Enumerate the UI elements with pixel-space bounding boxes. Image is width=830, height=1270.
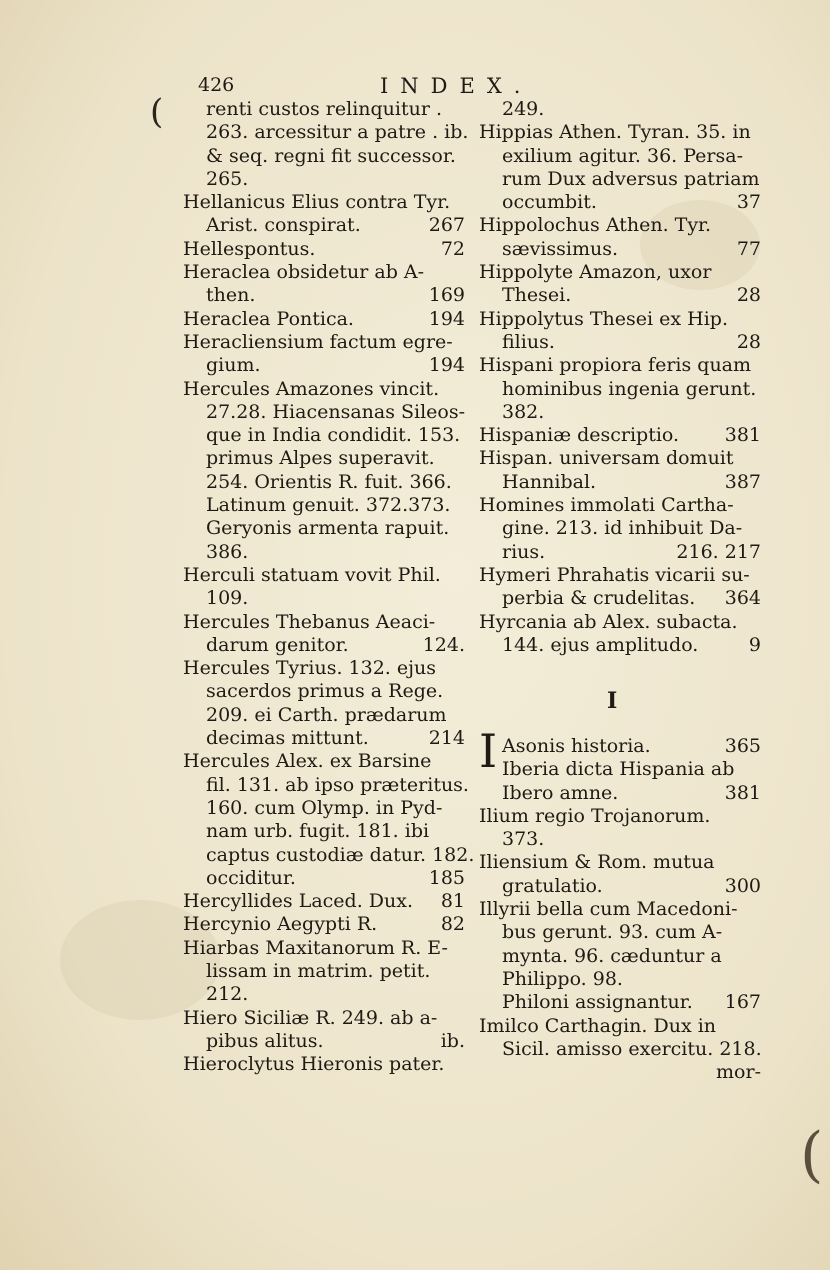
index-entry-line bbox=[479, 354, 761, 377]
index-entry-line bbox=[183, 284, 465, 307]
index-entry-line bbox=[479, 898, 761, 921]
entry-text: Illyrii bella cum Macedoni- bbox=[479, 898, 738, 921]
entry-text: 144. ejus amplitudo. bbox=[502, 633, 699, 656]
entry-page-ref: 300 bbox=[724, 874, 761, 897]
index-entry-line bbox=[183, 820, 465, 843]
entry-text: Herculi statuam vovit Phil. bbox=[183, 563, 441, 586]
entry-text: Philoni assignantur. bbox=[502, 991, 693, 1014]
entry-page-ref: 267 bbox=[428, 214, 465, 237]
page-number: 426 bbox=[198, 74, 235, 96]
index-entry-line bbox=[183, 494, 465, 517]
drop-initial: I bbox=[479, 724, 498, 778]
entry-text: Hellanicus Elius contra Tyr. bbox=[183, 191, 451, 214]
index-entry-line bbox=[479, 945, 761, 968]
entry-page-ref: 37 bbox=[736, 191, 761, 214]
index-entry-line bbox=[183, 937, 465, 960]
index-entry-line bbox=[479, 401, 761, 424]
entry-text: bus gerunt. 93. cum A- bbox=[502, 921, 723, 944]
entry-text: 249. bbox=[502, 98, 545, 120]
index-entry-line bbox=[479, 634, 761, 657]
entry-text: Hannibal. bbox=[502, 470, 597, 493]
entry-text: Hyrcania ab Alex. subacta. bbox=[479, 610, 738, 633]
index-entry-line bbox=[183, 611, 465, 634]
entry-text: Hercules Amazones vincit. bbox=[183, 377, 440, 400]
entry-text: 254. Orientis R. fuit. 366. bbox=[206, 470, 452, 493]
index-entry-line bbox=[479, 1061, 761, 1084]
entry-text: Hippolytus Thesei ex Hip. bbox=[479, 307, 728, 330]
entry-text: occumbit. bbox=[502, 191, 597, 214]
index-entry-line bbox=[183, 1007, 465, 1030]
index-entry-line bbox=[479, 168, 761, 191]
entry-text: primus Alpes superavit. bbox=[206, 447, 435, 470]
entry-text: Hispan. universam domuit bbox=[479, 447, 734, 470]
index-entry-line bbox=[479, 968, 761, 991]
entry-page-ref: 81 bbox=[440, 890, 465, 913]
entry-text: 27.28. Hiacensanas Sileos- bbox=[206, 400, 466, 423]
entry-text: Hippias Athen. Tyran. 35. in bbox=[479, 121, 751, 144]
entry-text: Hiarbas Maxitanorum R. E- bbox=[183, 936, 448, 959]
entry-text: lissam in matrim. petit. bbox=[206, 959, 431, 982]
index-entry-line bbox=[479, 238, 761, 261]
index-entry-line bbox=[479, 564, 761, 587]
index-entry-line bbox=[183, 564, 465, 587]
entry-text: renti custos relinquitur . bbox=[206, 98, 443, 120]
index-entry-line bbox=[183, 843, 475, 867]
entry-text: gine. 213. id inhibuit Da- bbox=[502, 517, 743, 540]
index-entry-line bbox=[479, 851, 761, 874]
index-entry-line bbox=[183, 471, 465, 494]
index-entry-line bbox=[183, 447, 465, 470]
index-entry-line bbox=[479, 331, 761, 354]
index-entry-line bbox=[183, 1053, 465, 1076]
entry-text: Hieroclytus Hieronis pater. bbox=[183, 1053, 445, 1076]
entry-page-ref: 381 bbox=[724, 424, 761, 447]
index-entry-line bbox=[183, 401, 465, 424]
section-letter-heading: I bbox=[607, 688, 618, 714]
index-entry-line bbox=[183, 308, 465, 331]
index-entry-line bbox=[183, 913, 465, 936]
entry-text: exilium agitur. 36. Persa- bbox=[502, 144, 744, 167]
index-entry-line bbox=[479, 828, 761, 851]
entry-text: gium. bbox=[206, 354, 261, 377]
entry-text: Iberia dicta Hispania ab bbox=[502, 758, 735, 781]
entry-text: rius. bbox=[502, 540, 546, 563]
entry-text: Sicil. amisso exercitu. 218. bbox=[502, 1037, 762, 1060]
index-entry-line bbox=[479, 758, 761, 781]
index-entry-line bbox=[183, 191, 465, 214]
entry-page-ref: 9 bbox=[748, 633, 761, 656]
index-entry-line bbox=[183, 331, 465, 354]
entry-text: darum genitor. bbox=[206, 633, 349, 656]
entry-text: Iliensium & Rom. mutua bbox=[479, 851, 715, 874]
entry-text: Geryonis armenta rapuit. bbox=[206, 517, 450, 540]
index-entry-line bbox=[479, 145, 761, 168]
index-entry-line bbox=[183, 238, 465, 261]
entry-text: fil. 131. ab ipso præteritus. bbox=[206, 773, 469, 796]
entry-page-ref: 381 bbox=[724, 781, 761, 804]
entry-text: gratulatio. bbox=[502, 874, 603, 897]
entry-page-ref: 194 bbox=[428, 307, 465, 330]
index-entry-line bbox=[183, 704, 465, 727]
index-entry-line bbox=[183, 657, 465, 680]
index-entry-line bbox=[479, 214, 761, 237]
index-entry-line bbox=[183, 983, 465, 1006]
entry-text: Hiero Siciliæ R. 249. ab a- bbox=[183, 1006, 438, 1029]
index-entry-line bbox=[479, 471, 761, 494]
index-entry-line bbox=[479, 121, 761, 144]
index-entry-line bbox=[479, 587, 761, 610]
index-entry-line bbox=[183, 378, 465, 401]
entry-text: Hercules Alex. ex Barsine bbox=[183, 750, 432, 773]
entry-text: then. bbox=[206, 284, 256, 307]
entry-text: Latinum genuit. 372.373. bbox=[206, 494, 451, 517]
entry-text: 265. bbox=[206, 167, 249, 190]
index-entry-line bbox=[183, 145, 465, 168]
entry-page-ref: 364 bbox=[724, 587, 761, 610]
index-entry-line bbox=[183, 634, 465, 657]
entry-text: Hippolyte Amazon, uxor bbox=[479, 261, 712, 284]
index-entry-line bbox=[479, 261, 761, 284]
index-entry-line bbox=[183, 541, 465, 564]
entry-text: sacerdos primus a Rege. bbox=[206, 680, 444, 703]
entry-text: hominibus ingenia gerunt. bbox=[502, 377, 757, 400]
index-entry-line bbox=[479, 191, 761, 214]
index-entry-line bbox=[479, 308, 761, 331]
entry-page-ref: 28 bbox=[736, 284, 761, 307]
index-entry-line bbox=[479, 782, 761, 805]
index-entry-line bbox=[479, 611, 761, 634]
entry-text: 373. bbox=[502, 828, 545, 851]
index-entry-line bbox=[479, 991, 761, 1014]
entry-text: Hercyllides Laced. Dux. bbox=[183, 890, 413, 913]
entry-page-ref: 365 bbox=[724, 735, 761, 757]
index-entry-line bbox=[479, 875, 761, 898]
page-title: INDEX. bbox=[380, 74, 533, 98]
entry-text: 209. ei Carth. prædarum bbox=[206, 703, 447, 726]
entry-text: 160. cum Olymp. in Pyd- bbox=[206, 796, 443, 819]
entry-text: Heracliensium factum egre- bbox=[183, 330, 453, 353]
index-entry-line bbox=[479, 921, 761, 944]
index-entry-line bbox=[479, 378, 761, 401]
entry-text: 109. bbox=[206, 587, 249, 610]
index-entry-line bbox=[479, 424, 761, 447]
entry-text: Hippolochus Athen. Tyr. bbox=[479, 214, 712, 237]
index-entry-line bbox=[183, 424, 465, 447]
entry-text: occiditur. bbox=[206, 866, 296, 889]
entry-text: 386. bbox=[206, 540, 249, 563]
entry-text: decimas mittunt. bbox=[206, 727, 369, 750]
entry-text: Hercules Thebanus Aeaci- bbox=[183, 610, 436, 633]
index-entry-line bbox=[183, 261, 465, 284]
entry-text: rum Dux adversus patriam bbox=[502, 167, 760, 190]
entry-text: Hymeri Phrahatis vicarii su- bbox=[479, 563, 750, 586]
index-entry-line bbox=[183, 797, 465, 820]
entry-page-ref: 72 bbox=[440, 237, 465, 260]
index-entry-line bbox=[479, 517, 761, 540]
entry-page-ref: 167 bbox=[724, 991, 761, 1014]
entry-text: Hispaniæ descriptio. bbox=[479, 424, 680, 447]
index-entry-line bbox=[183, 168, 465, 191]
entry-page-ref: 214 bbox=[428, 727, 465, 750]
index-column-right bbox=[479, 98, 761, 657]
index-entry-line bbox=[183, 1030, 465, 1053]
index-entry-line bbox=[479, 805, 761, 828]
entry-page-ref: 216. 217 bbox=[676, 540, 761, 563]
entry-text: Heraclea obsidetur ab A- bbox=[183, 261, 425, 284]
index-entry-line bbox=[479, 1015, 761, 1038]
entry-text: Homines immolati Cartha- bbox=[479, 494, 734, 517]
index-entry-line bbox=[183, 354, 465, 377]
entry-text: pibus alitus. bbox=[206, 1029, 324, 1052]
margin-bracket-mark: ( bbox=[150, 92, 164, 132]
entry-text: perbia & crudelitas. bbox=[502, 587, 696, 610]
entry-text: Hellespontus. bbox=[183, 237, 316, 260]
entry-text: 263. arcessitur a patre . ib. bbox=[206, 121, 469, 144]
index-entry-line bbox=[183, 750, 465, 773]
index-entry-line bbox=[479, 494, 761, 517]
entry-text: 382. bbox=[502, 400, 545, 423]
index-entry-line bbox=[183, 960, 465, 983]
index-entry-line bbox=[479, 447, 761, 470]
entry-text: Heraclea Pontica. bbox=[183, 307, 354, 330]
entry-text: Asonis historia. bbox=[502, 735, 651, 757]
entry-text: nam urb. fugit. 181. ibi bbox=[206, 820, 430, 843]
entry-text: Hispani propiora feris quam bbox=[479, 354, 752, 377]
index-entry-line bbox=[183, 727, 465, 750]
index-entry-line bbox=[479, 284, 761, 307]
entry-page-ref: 169 bbox=[428, 284, 465, 307]
entry-text: Ibero amne. bbox=[502, 781, 619, 804]
entry-text: Imilco Carthagin. Dux in bbox=[479, 1014, 717, 1037]
index-entry-line bbox=[479, 735, 761, 758]
entry-page-ref: 28 bbox=[736, 330, 761, 353]
entry-page-ref: 387 bbox=[724, 470, 761, 493]
index-entry-line bbox=[183, 680, 465, 703]
entry-text: Ilium regio Trojanorum. bbox=[479, 804, 711, 827]
entry-text: 212. bbox=[206, 983, 249, 1006]
entry-text: & seq. regni fit successor. bbox=[206, 144, 456, 167]
margin-bracket-mark: ( bbox=[800, 1120, 824, 1190]
index-entry-line bbox=[479, 98, 761, 121]
entry-text: Philippo. 98. bbox=[502, 967, 623, 990]
entry-text: captus custodiæ datur. 182. bbox=[206, 843, 475, 866]
entry-page-ref: 82 bbox=[440, 913, 465, 936]
entry-text: Arist. conspirat. bbox=[206, 214, 361, 237]
index-entry-line bbox=[183, 867, 465, 890]
entry-text: Hercules Tyrius. 132. ejus bbox=[183, 657, 436, 680]
index-entry-line bbox=[183, 517, 465, 540]
entry-page-ref: ib. bbox=[440, 1029, 465, 1052]
entry-page-ref: 194 bbox=[428, 354, 465, 377]
entry-page-ref: 124. bbox=[422, 633, 465, 656]
entry-text: mor- bbox=[716, 1061, 761, 1084]
entry-text: Hercynio Aegypti R. bbox=[183, 913, 378, 936]
entry-text: Thesei. bbox=[502, 284, 572, 307]
entry-page-ref: 77 bbox=[736, 237, 761, 260]
entry-text: que in India condidit. 153. bbox=[206, 424, 461, 447]
index-column-left bbox=[183, 98, 475, 1076]
index-entry-line bbox=[479, 1038, 761, 1061]
index-entry-line bbox=[183, 890, 465, 913]
entry-text: sævissimus. bbox=[502, 237, 619, 260]
index-entry-line bbox=[183, 773, 469, 797]
index-entry-line bbox=[183, 587, 465, 610]
index-entry-line bbox=[479, 541, 761, 564]
index-entry-line bbox=[183, 98, 465, 121]
entry-text: mynta. 96. cæduntur a bbox=[502, 944, 722, 967]
index-column-right-i bbox=[479, 724, 762, 1084]
index-entry-line bbox=[183, 121, 469, 144]
index-entry-line bbox=[183, 214, 465, 237]
entry-page-ref: 185 bbox=[428, 866, 465, 889]
entry-text: filius. bbox=[502, 330, 555, 353]
